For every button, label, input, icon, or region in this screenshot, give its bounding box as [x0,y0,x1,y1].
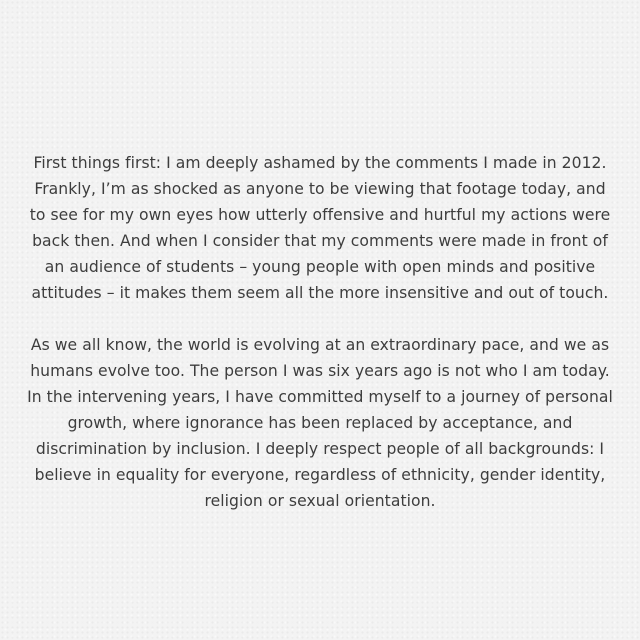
text-line: discrimination by inclusion. I deeply respect people of all backgrounds: I [35,440,605,458]
text-line: attitudes – it makes them seem all the more insensitive and out of touch. [31,284,609,302]
text-line: believe in equality for everyone, regardless of ethnicity, gender identity, [34,466,606,484]
text-line: back then. And when I consider that my comments were made in front of [32,232,608,250]
text-line: to see for my own eyes how utterly offensive and hurtful my actions were [29,206,611,224]
text-line: religion or sexual orientation. [204,492,436,510]
text-line: As we all know, the world is evolving at an extraordinary pace, and we as [30,336,610,354]
text-line: In the intervening years, I have committed myself to a journey of personal [27,388,613,406]
text-line: Frankly, I’m as shocked as anyone to be viewing that footage today, and [34,180,606,198]
text-line: First things first: I am deeply ashamed by the comments I made in 2012. [33,154,607,172]
statement-text [20,150,620,514]
text-line: growth, where ignorance has been replaced by acceptance, and [67,414,573,432]
text-line: humans evolve too. The person I was six years ago is not who I am today. [30,362,610,380]
paragraph-growth [20,332,620,514]
paragraph-apology [20,150,620,306]
text-line: an audience of students – young people with open minds and positive [44,258,596,276]
